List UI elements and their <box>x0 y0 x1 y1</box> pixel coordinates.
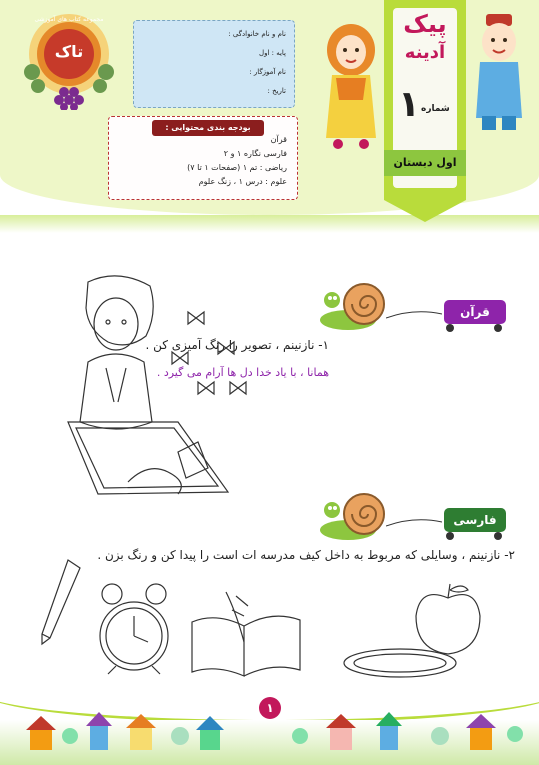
praying-boy-coloring <box>58 272 258 504</box>
title-line2: آدینه <box>404 42 446 63</box>
tag-wheel <box>494 324 502 332</box>
budget-line: فارسی نگاره ۱ و ۲ <box>223 149 287 158</box>
logo-top-text: مجموعه کتاب های آموزشی <box>34 16 104 23</box>
title-ribbon-tip <box>384 200 466 222</box>
grade-field[interactable]: پایه : اول <box>258 49 286 57</box>
snail-icon <box>318 480 388 546</box>
connector-line <box>386 304 442 324</box>
grade-label: اول دبستان <box>384 150 466 176</box>
budget-line: ریاضی : تم ۱ (صفحات ۱ تا ۷) <box>187 163 287 172</box>
budget-line: علوم : درس ۱ ، زنگ علوم <box>198 177 287 186</box>
date-field[interactable]: تاریخ : <box>267 87 286 95</box>
page-number: ۱ <box>259 697 281 719</box>
tag-wheel <box>446 532 454 540</box>
farsi-tag: فارسی <box>444 508 506 532</box>
boy-illustration <box>466 10 532 135</box>
pencil-coloring <box>38 556 86 648</box>
logo-name: تاک <box>54 42 84 61</box>
question-2: ۲- نازنینم ، وسایلی که مربوط به داخل کیف مدرسه ات است را پیدا کن و رنگ بزن . <box>97 548 515 562</box>
quran-verse: همانا ، با یاد خدا دل ها آرام می گیرد . <box>156 366 329 379</box>
girl-illustration <box>318 20 384 150</box>
issue-number: ۱ <box>398 84 420 125</box>
snail-icon <box>318 270 388 336</box>
connector-line <box>386 512 442 532</box>
budget-line: قرآن <box>270 135 287 144</box>
teacher-field[interactable]: نام آموزگار : <box>249 68 286 76</box>
quran-tag: قرآن <box>444 300 506 324</box>
student-info-box <box>133 20 295 108</box>
title-line1: پیک <box>403 10 447 38</box>
budget-title: بودجه بندی محتوایی : <box>152 120 264 136</box>
tag-wheel <box>494 532 502 540</box>
issue-number-label: شماره <box>421 104 450 114</box>
tag-wheel <box>446 324 454 332</box>
question-1: ۱- نازنینم ، تصویر را رنگ آمیزی کن . <box>145 338 329 352</box>
name-field[interactable]: نام و نام خانوادگی : <box>228 30 286 38</box>
